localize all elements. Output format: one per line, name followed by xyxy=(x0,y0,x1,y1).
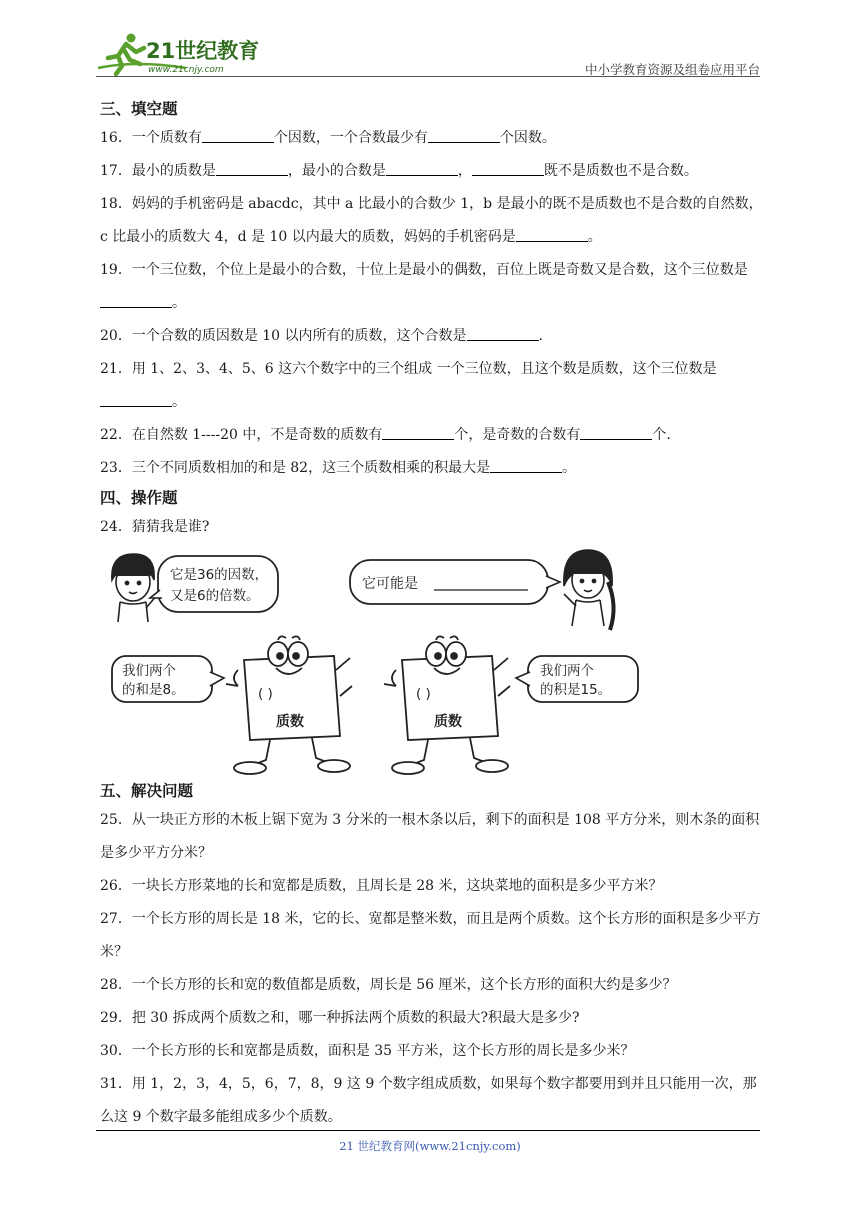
question xyxy=(100,969,764,1002)
question-text: 28．一个长方形的长和宽的数值都是质数，周长是 56 厘米，这个长方形的面积大约是多少？ xyxy=(100,977,677,993)
question-text: 既不是质数也不是合数。 xyxy=(543,163,698,179)
page-footer: 21 世纪教育网(www.21cnjy.com) xyxy=(339,1139,521,1153)
question-text: 17．最小的质数是 xyxy=(100,163,216,179)
question-text: 个因数，一个合数最少有 xyxy=(273,130,428,146)
bubble-2 xyxy=(350,560,560,604)
answer-blank[interactable] xyxy=(516,227,588,242)
section xyxy=(100,778,764,1134)
bubble-4 xyxy=(516,656,638,702)
logo xyxy=(96,30,266,76)
answer-blank[interactable] xyxy=(386,161,458,176)
question-text: 22．在自然数 1----20 中，不是奇数的质数有 xyxy=(100,427,383,443)
question-text: 29．把 30 拆成两个质数之和，哪一种拆法两个质数的积最大?积最大是多少? xyxy=(100,1010,580,1026)
section xyxy=(100,96,764,485)
question-text: ，最小的合数是 xyxy=(287,163,386,179)
platform-name: 中小学教育资源及组卷应用平台 xyxy=(584,62,760,77)
question xyxy=(100,254,764,320)
question-text: . xyxy=(538,328,543,344)
section-title: 五、解决问题 xyxy=(100,782,194,800)
section-title: 四、操作题 xyxy=(100,489,178,507)
question-text: 。 xyxy=(587,229,602,245)
question-text: 。 xyxy=(172,295,186,311)
prime-card-1 xyxy=(226,636,352,774)
card-1-label: 质数 xyxy=(276,714,304,730)
answer-blank[interactable] xyxy=(428,128,500,143)
bubble-3 xyxy=(112,656,224,702)
girl-left-icon xyxy=(112,554,158,622)
answer-blank[interactable] xyxy=(100,293,172,308)
question xyxy=(100,419,764,452)
answer-blank[interactable] xyxy=(580,425,652,440)
question-text: 19．一个三位数，个位上是最小的合数，十位上是最小的偶数，百位上既是奇数又是合数，这个三位数是 xyxy=(100,262,748,278)
question-text: 30．一个长方形的长和宽都是质数，面积是 35 平方米，这个长方形的周长是多少米？ xyxy=(100,1043,635,1059)
answer-blank[interactable] xyxy=(100,392,172,407)
bubble-1-line1: 它是36的因数， xyxy=(170,567,269,583)
question xyxy=(100,188,764,254)
bubble-4-line2: 的积是15。 xyxy=(540,682,612,698)
logo-sub: www.21cnjy.com xyxy=(148,65,224,75)
answer-blank[interactable] xyxy=(382,425,454,440)
question-list xyxy=(100,804,764,1134)
question-text: ， xyxy=(457,163,472,179)
question-list xyxy=(100,122,764,485)
document-body xyxy=(100,96,764,1134)
answer-blank[interactable] xyxy=(472,161,544,176)
question xyxy=(100,804,764,870)
answer-blank[interactable] xyxy=(216,161,288,176)
question xyxy=(100,320,764,353)
question xyxy=(100,155,764,188)
question-list xyxy=(100,511,764,544)
question-text: 24．猜猜我是谁? xyxy=(100,519,210,535)
question xyxy=(100,1035,764,1068)
bubble-3-line2: 的和是8。 xyxy=(122,682,185,698)
section-title: 三、填空题 xyxy=(100,100,178,118)
question-text: 18．妈妈的手机密码是 abacdc，其中 a 比最小的合数少 1，b 是最小的既不是质数也不是合数的自然数，c 比最小的质数大 4，d 是 10 以内最大的质数，妈妈的手机密码是 xyxy=(100,196,763,245)
bubble-1-line2: 又是6的倍数。 xyxy=(170,588,260,604)
question-text: 个，是奇数的合数有 xyxy=(454,427,581,443)
question xyxy=(100,122,764,155)
bubble-2-text: 它可能是 xyxy=(362,576,418,592)
question-text: 21．用 1、2、3、4、5、6 这六个数字中的三个组成 一个三位数，且这个数是质数，这个三位数是 xyxy=(100,361,717,377)
bubble-1 xyxy=(150,556,278,612)
question xyxy=(100,511,764,544)
question-text: 20．一个合数的质因数是 10 以内所有的质数，这个合数是 xyxy=(100,328,467,344)
question xyxy=(100,870,764,903)
question xyxy=(100,1068,764,1134)
question xyxy=(100,1002,764,1035)
question-text: 31．用 1，2，3，4，5，6，7，8，9 这 9 个数字组成质数，如果每个数字都要用到并且只能用一次，那么这 9 个数字最多能组成多少个质数。 xyxy=(100,1076,757,1125)
question-text: 个因数。 xyxy=(499,130,556,146)
answer-blank[interactable] xyxy=(467,326,539,341)
question-text: 26．一块长方形菜地的长和宽都是质数，且周长是 28 米，这块菜地的面积是多少平方米？ xyxy=(100,878,663,894)
bubble-4-line1: 我们两个 xyxy=(540,663,594,679)
question-text: 25．从一块正方形的木板上锯下宽为 3 分米的一根木条以后，剩下的面积是 108 平方分米，则木条的面积是多少平方分米？ xyxy=(100,812,760,861)
question xyxy=(100,903,764,969)
question xyxy=(100,452,764,485)
answer-blank[interactable] xyxy=(490,458,562,473)
guess-figure xyxy=(100,546,764,778)
header-rule xyxy=(96,76,760,77)
question-text: 。 xyxy=(562,460,577,476)
footer-rule xyxy=(96,1130,760,1131)
card-1-paren: ( ) xyxy=(258,686,273,702)
logo-text: 21世纪教育 xyxy=(146,39,260,63)
section xyxy=(100,485,764,778)
question-text: 16．一个质数有 xyxy=(100,130,202,146)
question xyxy=(100,353,764,419)
bubble-3-line1: 我们两个 xyxy=(122,663,176,679)
card-2-label: 质数 xyxy=(434,714,462,730)
answer-blank[interactable] xyxy=(202,128,274,143)
question-text: 。 xyxy=(172,394,186,410)
figure-illustration xyxy=(100,546,764,778)
question-text: 个. xyxy=(652,427,671,443)
girl-right-icon xyxy=(564,550,614,630)
question-text: 27．一个长方形的周长是 18 米，它的长、宽都是整米数，而且是两个质数。这个长方形的面积是多少平方米？ xyxy=(100,911,761,960)
card-2-paren: ( ) xyxy=(416,686,431,702)
prime-card-2 xyxy=(384,636,510,774)
page-header xyxy=(96,30,760,78)
question-text: 23．三个不同质数相加的和是 82，这三个质数相乘的积最大是 xyxy=(100,460,491,476)
